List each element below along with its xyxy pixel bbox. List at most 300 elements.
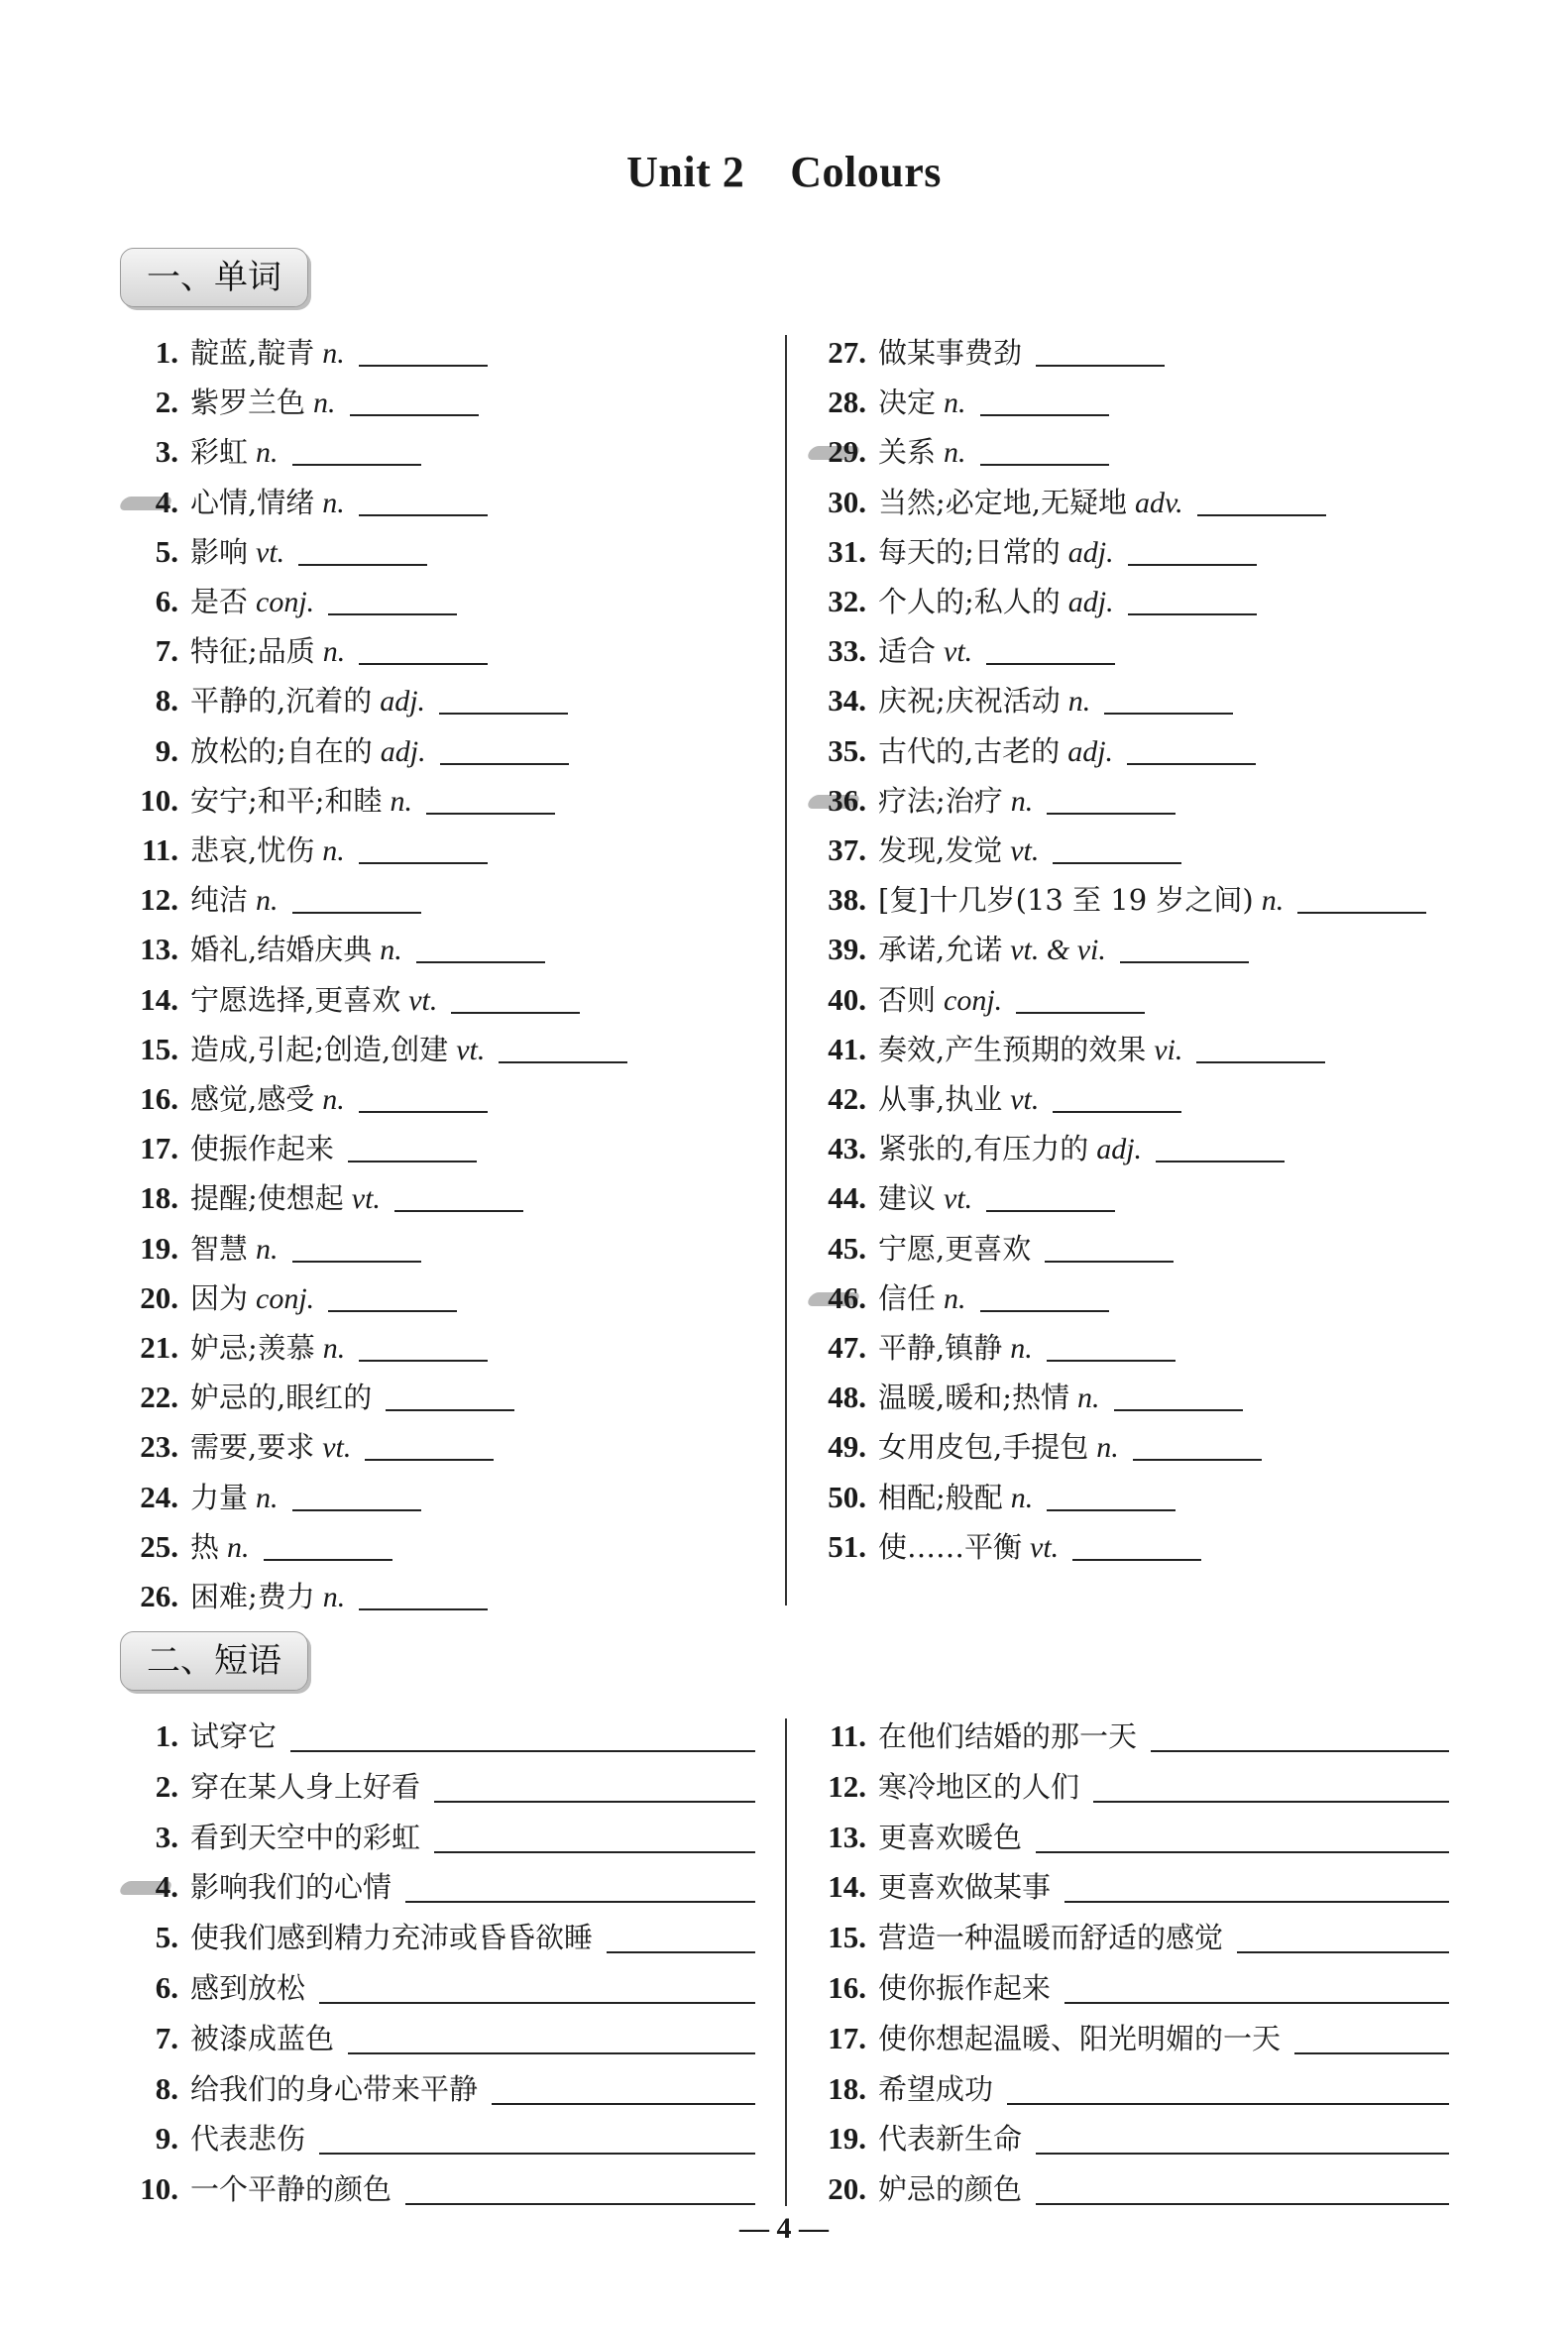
vocab-item	[809, 781, 1176, 821]
phrase-item	[809, 1968, 1449, 2008]
item-part-of-speech: n.	[313, 387, 336, 420]
answer-blank[interactable]	[1197, 485, 1326, 516]
answer-blank[interactable]	[1053, 1081, 1181, 1113]
answer-blank[interactable]	[1007, 2073, 1449, 2105]
column-divider-2	[785, 1718, 787, 2206]
answer-blank[interactable]	[386, 1380, 514, 1411]
item-number: 19.	[828, 2121, 866, 2157]
item-chinese: 感到放松	[190, 1971, 306, 2005]
vocab-item	[809, 432, 1109, 472]
phrase-item	[809, 1818, 1449, 1857]
item-chinese: 困难;费力	[190, 1580, 315, 1613]
item-part-of-speech: n.	[944, 387, 966, 420]
answer-blank[interactable]	[451, 982, 580, 1014]
answer-blank[interactable]	[328, 584, 457, 615]
item-part-of-speech: vt.	[456, 1033, 486, 1066]
item-part-of-speech: vt.	[1010, 1083, 1040, 1116]
item-number: 16.	[828, 1970, 866, 2005]
item-chinese: 庆祝;庆祝活动	[878, 684, 1061, 719]
answer-blank[interactable]	[292, 882, 421, 914]
item-part-of-speech: vt.	[944, 1182, 973, 1216]
vocab-item	[809, 1278, 1109, 1318]
answer-blank[interactable]	[290, 1720, 755, 1752]
answer-blank[interactable]	[1053, 832, 1181, 864]
item-number: 3.	[155, 1819, 178, 1854]
vocab-item	[809, 681, 1233, 720]
section-phrases-label: 二、短语	[120, 1631, 308, 1691]
answer-blank[interactable]	[264, 1529, 392, 1561]
answer-blank[interactable]	[980, 1280, 1109, 1312]
item-number: 8.	[155, 683, 178, 719]
vocab-item	[809, 930, 1249, 969]
phrase-item	[809, 1767, 1449, 1807]
item-part-of-speech: vi.	[1154, 1033, 1183, 1066]
answer-blank[interactable]	[980, 434, 1109, 466]
vocab-item	[121, 1178, 523, 1218]
item-chinese: 做某事费劲	[878, 336, 1023, 370]
item-number: 43.	[828, 1131, 866, 1166]
phrase-item	[809, 1918, 1449, 1957]
vocab-item	[809, 980, 1145, 1020]
vocab-item	[121, 432, 421, 472]
item-chinese: 是否	[190, 585, 249, 618]
item-number: 1.	[155, 1718, 178, 1753]
item-part-of-speech: n.	[944, 436, 966, 470]
vocab-item	[121, 1278, 457, 1318]
item-number: 11.	[141, 832, 178, 867]
item-number: 18.	[140, 1180, 178, 1216]
item-number: 33.	[828, 633, 866, 669]
vocab-item	[121, 383, 479, 422]
answer-blank[interactable]	[359, 1579, 488, 1610]
item-number: 4.	[121, 1867, 178, 1907]
item-part-of-speech: adj.	[380, 685, 426, 719]
vocab-item	[809, 333, 1165, 373]
phrase-item	[121, 1867, 755, 1907]
item-number: 31.	[828, 533, 866, 569]
vocab-item	[809, 830, 1181, 870]
item-number: 16.	[140, 1081, 178, 1116]
item-chinese: 安宁;和平;和睦	[190, 783, 383, 818]
item-chinese: 力量	[190, 1480, 249, 1514]
item-chinese: 更喜欢暖色	[878, 1820, 1023, 1854]
answer-blank[interactable]	[986, 1180, 1115, 1212]
vocab-item	[809, 1178, 1115, 1218]
item-chinese: 心情,情绪	[190, 485, 315, 519]
vocab-item	[121, 980, 580, 1020]
phrase-item	[121, 1767, 755, 1807]
answer-blank[interactable]	[359, 485, 488, 516]
answer-blank[interactable]	[1114, 1380, 1243, 1411]
item-chinese: 因为	[190, 1280, 249, 1315]
item-part-of-speech: n.	[322, 1332, 346, 1365]
item-number: 10.	[140, 2171, 178, 2207]
vocab-item	[121, 1427, 494, 1467]
item-part-of-speech: n.	[322, 1083, 345, 1116]
item-part-of-speech: conj.	[256, 586, 315, 618]
vocab-item	[121, 631, 488, 671]
item-chinese: 每天的;日常的	[878, 534, 1061, 569]
item-chinese: 平静的,沉着的	[190, 684, 373, 719]
answer-blank[interactable]	[405, 1871, 755, 1903]
vocab-item	[121, 1378, 514, 1417]
item-chinese: 使振作起来	[190, 1132, 335, 1166]
phrase-item	[121, 2019, 755, 2058]
item-number: 27.	[828, 335, 866, 370]
item-number: 50.	[828, 1479, 866, 1514]
item-number: 9.	[155, 2121, 178, 2157]
item-chinese: 一个平静的颜色	[190, 2172, 392, 2207]
item-chinese: 从事,执业	[878, 1082, 1003, 1116]
vocab-item	[809, 1129, 1285, 1168]
item-number: 9.	[155, 732, 178, 768]
item-part-of-speech: n.	[227, 1530, 250, 1564]
item-part-of-speech: n.	[1067, 685, 1091, 719]
item-chinese: 相配;般配	[878, 1480, 1003, 1514]
answer-blank[interactable]	[359, 832, 488, 864]
item-part-of-speech: vt. & vi.	[1010, 934, 1106, 967]
item-number: 2.	[155, 385, 178, 420]
item-number: 18.	[828, 2070, 866, 2106]
phrase-item	[121, 2119, 755, 2159]
item-part-of-speech: adj.	[1096, 1133, 1143, 1166]
item-chinese: 智慧	[190, 1231, 249, 1266]
item-number: 6.	[155, 584, 178, 618]
vocab-item	[809, 1427, 1262, 1467]
item-part-of-speech: n.	[322, 635, 346, 669]
answer-blank[interactable]	[348, 1131, 477, 1162]
item-number: 29.	[809, 432, 866, 472]
answer-blank[interactable]	[298, 534, 427, 566]
item-part-of-speech: adj.	[1067, 535, 1114, 569]
item-chinese: 悲哀,忧伤	[190, 833, 315, 867]
answer-blank[interactable]	[1156, 1131, 1285, 1162]
item-chinese: 紧张的,有压力的	[878, 1132, 1089, 1166]
answer-blank[interactable]	[1133, 1429, 1262, 1461]
item-chinese: 疗法;治疗	[878, 783, 1003, 818]
item-part-of-speech: n.	[1261, 884, 1285, 918]
vocab-item	[121, 1478, 421, 1517]
vocab-item	[809, 1229, 1174, 1269]
answer-blank[interactable]	[1047, 1330, 1176, 1362]
item-number: 36.	[809, 781, 866, 821]
answer-blank[interactable]	[1196, 1032, 1325, 1063]
phrase-item	[121, 1716, 755, 1756]
answer-blank[interactable]	[492, 2073, 755, 2105]
phrase-item	[809, 1867, 1449, 1907]
item-number: 40.	[828, 981, 866, 1017]
item-number: 46.	[809, 1278, 866, 1318]
item-chinese: 当然;必定地,无疑地	[878, 485, 1127, 519]
answer-blank[interactable]	[1036, 2123, 1449, 2155]
item-number: 11.	[829, 1718, 866, 1753]
answer-blank[interactable]	[1297, 882, 1426, 914]
vocab-item	[121, 1079, 488, 1119]
item-chinese: 在他们结婚的那一天	[878, 1719, 1138, 1753]
answer-blank[interactable]	[1036, 2173, 1449, 2205]
item-part-of-speech: n.	[322, 834, 345, 867]
answer-blank[interactable]	[1093, 1771, 1449, 1803]
item-chinese: 温暖,暖和;热情	[878, 1381, 1069, 1415]
answer-blank[interactable]	[607, 1922, 755, 1953]
vocab-item	[809, 731, 1256, 771]
item-chinese: 代表新生命	[878, 2122, 1023, 2157]
item-part-of-speech: n.	[256, 436, 279, 470]
answer-blank[interactable]	[1016, 982, 1145, 1014]
item-part-of-speech: n.	[380, 934, 402, 967]
vocab-item	[809, 880, 1426, 920]
item-number: 17.	[140, 1131, 178, 1166]
answer-blank[interactable]	[1128, 534, 1257, 566]
item-chinese: 古代的,古老的	[878, 733, 1061, 768]
section-vocabulary-label: 一、单词	[120, 248, 308, 307]
answer-blank[interactable]	[986, 633, 1115, 665]
item-chinese: 特征;品质	[190, 634, 315, 669]
answer-blank[interactable]	[319, 2123, 755, 2155]
answer-blank[interactable]	[292, 1480, 421, 1511]
vocab-item	[121, 1328, 488, 1368]
item-chinese: 个人的;私人的	[878, 585, 1061, 618]
answer-blank[interactable]	[348, 2023, 755, 2054]
item-chinese: 感觉,感受	[190, 1082, 315, 1116]
item-part-of-speech: n.	[256, 1481, 279, 1514]
vocab-item	[121, 582, 457, 621]
item-part-of-speech: vt.	[322, 1431, 352, 1465]
item-chinese: 承诺,允诺	[878, 933, 1003, 967]
item-number: 15.	[140, 1031, 178, 1066]
item-part-of-speech: vt.	[351, 1182, 381, 1216]
item-number: 49.	[828, 1429, 866, 1465]
vocab-item	[121, 731, 569, 771]
item-part-of-speech: vt.	[1030, 1530, 1060, 1564]
item-chinese: 婚礼,结婚庆典	[190, 933, 373, 967]
item-chinese: 妒忌;羡慕	[190, 1331, 315, 1365]
item-number: 24.	[140, 1479, 178, 1514]
answer-blank[interactable]	[416, 932, 545, 963]
item-number: 12.	[140, 882, 178, 918]
vocab-item	[809, 1478, 1176, 1517]
item-chinese: 发现,发觉	[878, 833, 1003, 867]
answer-blank[interactable]	[350, 385, 479, 416]
item-number: 38.	[828, 882, 866, 918]
item-number: 1.	[155, 335, 178, 370]
item-part-of-speech: adj.	[380, 734, 426, 768]
item-number: 47.	[828, 1330, 866, 1365]
item-number: 13.	[828, 1819, 866, 1854]
item-number: 2.	[155, 1768, 178, 1804]
item-part-of-speech: n.	[390, 784, 413, 818]
answer-blank[interactable]	[1128, 584, 1257, 615]
item-part-of-speech: conj.	[944, 983, 1003, 1017]
item-number: 48.	[828, 1380, 866, 1415]
item-chinese: 奏效,产生预期的效果	[878, 1032, 1147, 1066]
item-number: 45.	[828, 1230, 866, 1266]
item-part-of-speech: n.	[1010, 1332, 1033, 1365]
item-chinese: 使你想起温暖、阳光明媚的一天	[878, 2021, 1282, 2055]
item-number: 22.	[140, 1380, 178, 1415]
item-number: 21.	[140, 1330, 178, 1365]
item-part-of-speech: n.	[1096, 1431, 1119, 1465]
answer-blank[interactable]	[405, 2173, 755, 2205]
answer-blank[interactable]	[434, 1822, 755, 1853]
item-part-of-speech: vt.	[408, 983, 438, 1017]
item-number: 12.	[828, 1768, 866, 1804]
answer-blank[interactable]	[1294, 2023, 1449, 2054]
phrase-item	[809, 2119, 1449, 2159]
vocab-item	[121, 1577, 488, 1616]
item-number: 28.	[828, 385, 866, 420]
vocab-item	[121, 681, 568, 720]
answer-blank[interactable]	[434, 1771, 755, 1803]
item-part-of-speech: adj.	[1067, 734, 1114, 768]
vocab-item	[809, 631, 1115, 671]
answer-blank[interactable]	[1064, 1972, 1449, 2004]
item-chinese: 给我们的身心带来平静	[190, 2071, 479, 2106]
item-part-of-speech: n.	[1010, 784, 1034, 818]
answer-blank[interactable]	[1064, 1871, 1449, 1903]
item-chinese: 代表悲伤	[190, 2122, 306, 2157]
item-number: 7.	[155, 2020, 178, 2055]
page-title	[0, 147, 1568, 197]
vocab-item	[121, 1030, 627, 1069]
item-number: 17.	[828, 2020, 866, 2055]
answer-blank[interactable]	[1045, 1231, 1174, 1263]
vocab-item	[809, 383, 1109, 422]
answer-blank[interactable]	[359, 1330, 488, 1362]
item-number: 34.	[828, 683, 866, 719]
answer-blank[interactable]	[359, 335, 488, 367]
item-number: 39.	[828, 932, 866, 967]
item-part-of-speech: conj.	[256, 1281, 315, 1315]
item-chinese: 宁愿,更喜欢	[878, 1231, 1032, 1266]
item-number: 10.	[140, 782, 178, 818]
vocab-item	[121, 333, 488, 373]
answer-blank[interactable]	[1036, 1822, 1449, 1853]
answer-blank[interactable]	[1120, 932, 1249, 963]
item-chinese: 提醒;使想起	[190, 1181, 344, 1216]
item-number: 3.	[155, 434, 178, 470]
item-number: 32.	[828, 584, 866, 618]
item-chinese: 更喜欢做某事	[878, 1870, 1052, 1905]
vocab-item	[121, 930, 545, 969]
item-part-of-speech: n.	[944, 1281, 966, 1315]
answer-blank[interactable]	[440, 733, 569, 765]
item-chinese: 彩虹	[190, 435, 249, 470]
answer-blank[interactable]	[1127, 733, 1256, 765]
phrase-item	[121, 1968, 755, 2008]
vocab-item	[809, 582, 1257, 621]
item-chinese: 被漆成蓝色	[190, 2021, 335, 2055]
phrase-item	[809, 2169, 1449, 2209]
answer-blank[interactable]	[439, 683, 568, 715]
item-part-of-speech: n.	[1010, 1481, 1034, 1514]
item-number: 25.	[140, 1528, 178, 1564]
answer-blank[interactable]	[980, 385, 1109, 416]
phrase-item	[121, 2169, 755, 2209]
answer-blank[interactable]	[426, 783, 555, 815]
item-chinese: 放松的;自在的	[190, 733, 373, 768]
item-part-of-speech: n.	[1077, 1382, 1100, 1415]
item-part-of-speech: n.	[322, 1581, 346, 1613]
item-chinese: 靛蓝,靛青	[190, 336, 315, 370]
item-chinese: 女用皮包,手提包	[878, 1430, 1089, 1465]
item-number: 20.	[828, 2171, 866, 2207]
item-part-of-speech: n.	[322, 337, 345, 370]
item-chinese: 宁愿选择,更喜欢	[190, 982, 401, 1017]
item-number: 5.	[155, 1920, 178, 1955]
answer-blank[interactable]	[359, 633, 488, 665]
item-number: 14.	[828, 1869, 866, 1905]
phrase-item	[809, 2069, 1449, 2109]
item-number: 7.	[155, 633, 178, 669]
answer-blank[interactable]	[365, 1429, 494, 1461]
item-number: 4.	[121, 483, 178, 522]
item-chinese: 使……平衡	[878, 1529, 1023, 1564]
page-number: — 4 —	[739, 2212, 829, 2245]
answer-blank[interactable]	[394, 1180, 523, 1212]
item-chinese: 使我们感到精力充沛或昏昏欲睡	[190, 1921, 594, 1955]
item-chinese: 平静,镇静	[878, 1331, 1003, 1365]
phrase-item	[121, 2069, 755, 2109]
vocab-item	[121, 532, 427, 572]
item-chinese: 建议	[878, 1181, 937, 1216]
item-chinese: 影响	[190, 534, 249, 569]
item-number: 13.	[140, 932, 178, 967]
item-number: 14.	[140, 981, 178, 1017]
unit-label: Unit 2	[626, 148, 745, 196]
vocab-item	[809, 1328, 1176, 1368]
answer-blank[interactable]	[328, 1280, 457, 1312]
vocab-item	[809, 483, 1326, 522]
item-number: 37.	[828, 832, 866, 867]
item-chinese: 紫罗兰色	[190, 386, 306, 420]
item-number: 42.	[828, 1081, 866, 1116]
item-part-of-speech: vt.	[1010, 834, 1040, 867]
answer-blank[interactable]	[1104, 683, 1233, 715]
item-part-of-speech: vt.	[944, 635, 973, 669]
answer-blank[interactable]	[292, 434, 421, 466]
answer-blank[interactable]	[1047, 783, 1176, 815]
vocab-item	[121, 781, 555, 821]
answer-blank[interactable]	[292, 1231, 421, 1263]
item-chinese: 影响我们的心情	[190, 1870, 392, 1905]
vocab-item	[809, 532, 1257, 572]
item-part-of-speech: n.	[256, 1232, 279, 1266]
answer-blank[interactable]	[319, 1972, 755, 2004]
item-number: 6.	[155, 1970, 178, 2005]
answer-blank[interactable]	[499, 1032, 627, 1063]
vocab-item	[121, 830, 488, 870]
item-number: 19.	[140, 1230, 178, 1266]
item-number: 41.	[828, 1031, 866, 1066]
answer-blank[interactable]	[1237, 1922, 1449, 1953]
vocab-item	[809, 1030, 1325, 1069]
answer-blank[interactable]	[1072, 1529, 1201, 1561]
item-part-of-speech: vt.	[256, 535, 285, 569]
item-part-of-speech: adv.	[1135, 486, 1183, 519]
answer-blank[interactable]	[1036, 335, 1165, 367]
item-chinese: 关系	[878, 435, 937, 470]
answer-blank[interactable]	[1151, 1720, 1449, 1752]
answer-blank[interactable]	[359, 1081, 488, 1113]
item-number: 20.	[140, 1279, 178, 1315]
item-chinese: 适合	[878, 634, 937, 669]
item-chinese: 决定	[878, 386, 937, 420]
item-number: 26.	[140, 1579, 178, 1613]
item-chinese: 试穿它	[190, 1719, 278, 1753]
item-chinese: 纯洁	[190, 883, 249, 918]
answer-blank[interactable]	[1047, 1480, 1176, 1511]
